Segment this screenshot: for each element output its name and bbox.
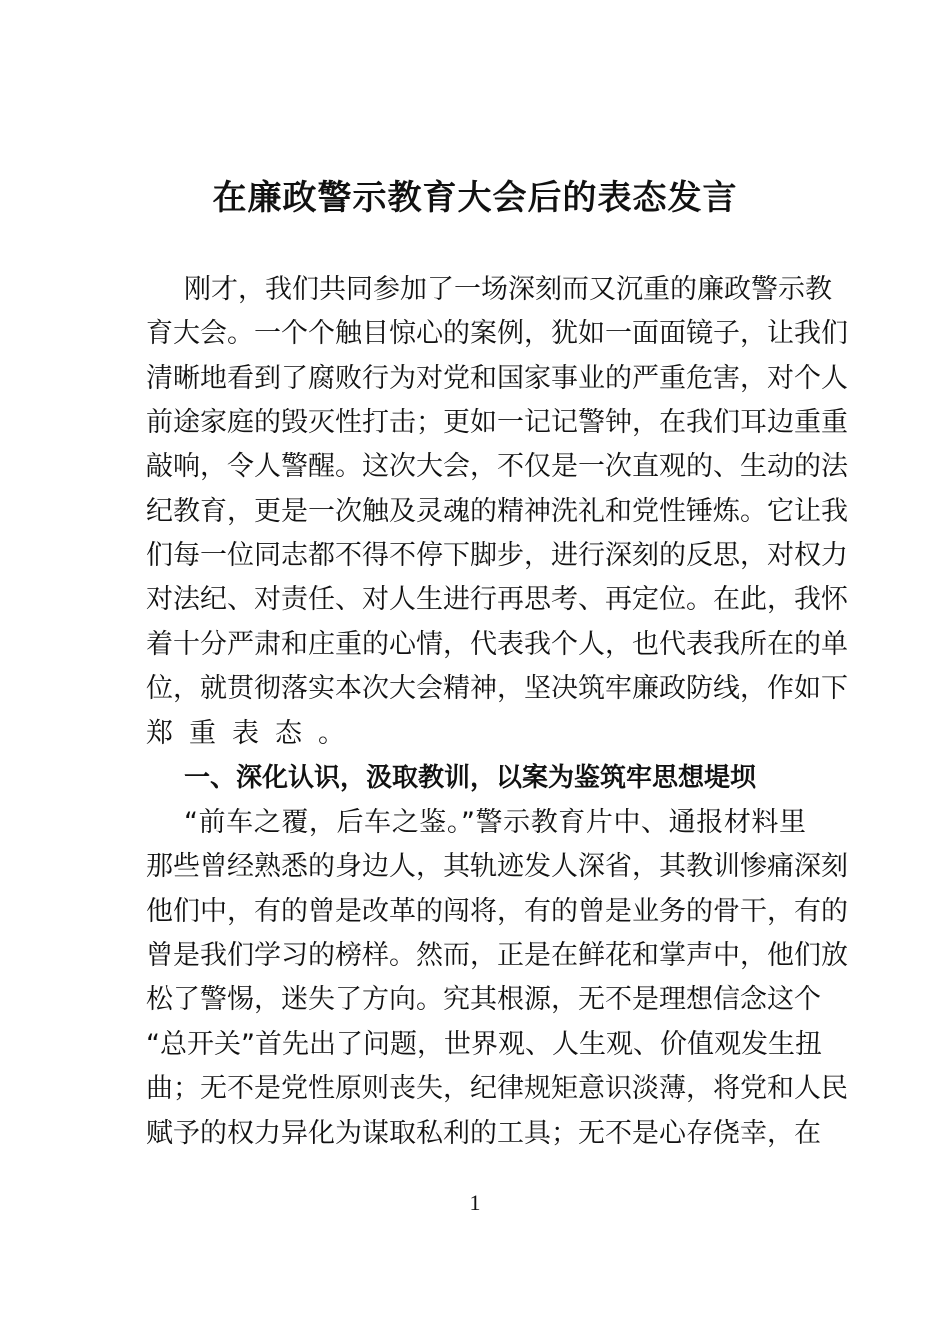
text-line: 们每一位同志都不得不停下脚步，进行深刻的反思，对权力 <box>146 540 848 571</box>
text-line: 着十分严肃和庄重的心情，代表我个人，也代表我所在的单 <box>146 629 848 660</box>
text-line: 位，就贯彻落实本次大会精神，坚决筑牢廉政防线，作如下 <box>146 673 848 704</box>
text-line: 赋予的权力异化为谋取私利的工具；无不是心存侥幸，在 <box>146 1118 821 1149</box>
section-heading: 一、深化认识，汲取教训，以案为鉴筑牢思想堤坝 <box>184 763 757 793</box>
document-title: 在廉政警示教育大会后的表态发言 <box>212 178 738 218</box>
text-line: 纪教育，更是一次触及灵魂的精神洗礼和党性锤炼。它让我 <box>146 496 848 527</box>
text-line: 前途家庭的毁灭性打击；更如一记记警钟，在我们耳边重重 <box>146 407 848 438</box>
text-line: 育大会。一个个触目惊心的案例，犹如一面面镜子，让我们 <box>146 318 848 349</box>
text-line: 对法纪、对责任、对人生进行再思考、再定位。在此，我怀 <box>146 584 848 615</box>
text-line: 敲响，令人警醒。这次大会，不仅是一次直观的、生动的法 <box>146 451 848 482</box>
text-line: 曾是我们学习的榜样。然而，正是在鲜花和掌声中，他们放 <box>146 940 848 971</box>
text-line: “总开关”首先出了问题，世界观、人生观、价值观发生扭 <box>146 1029 822 1060</box>
text-line: 松了警惕，迷失了方向。究其根源，无不是理想信念这个 <box>146 984 821 1015</box>
text-line: 清晰地看到了腐败行为对党和国家事业的严重危害，对个人 <box>146 363 848 394</box>
page-number: 1 <box>469 1190 481 1215</box>
text-line: 曲；无不是党性原则丧失，纪律规矩意识淡薄，将党和人民 <box>146 1073 848 1104</box>
text-line: “前车之覆，后车之鉴。”警示教育片中、通报材料里 <box>184 807 806 838</box>
text-line: 他们中，有的曾是改革的闯将，有的曾是业务的骨干，有的 <box>146 896 848 927</box>
text-line: 郑重表态。 <box>146 718 361 749</box>
text-line: 刚才，我们共同参加了一场深刻而又沉重的廉政警示教 <box>184 274 832 305</box>
text-line: 那些曾经熟悉的身边人，其轨迹发人深省，其教训惨痛深刻 <box>146 851 848 882</box>
